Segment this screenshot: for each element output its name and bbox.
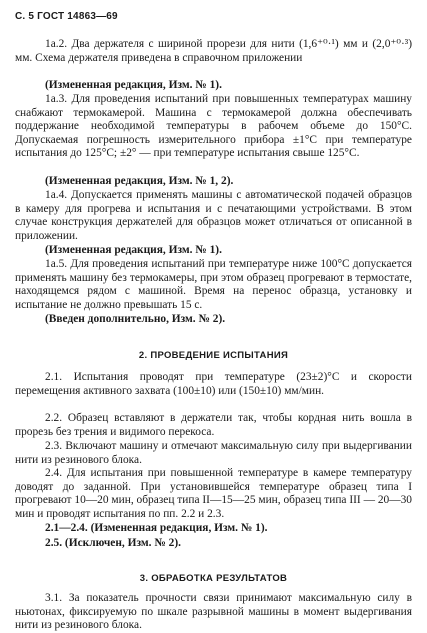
paragraph-1a4: 1а.4. Допускается применять машины с автоматической подачей образцов в камеру для прогрева и испытания и с печатающими устройствами. В этом случае конструкция держателей для образцов может отличаться от описанной в приложении.	[15, 189, 412, 242]
amendment-note: (Введен дополнительно, Изм. № 2).	[45, 313, 226, 325]
paragraph-1a5: 1а.5. Для проведения испытаний при температуре ниже 100°С допускается применять машину без термокамеры, при этом образец прогревают в термостате, находящемся рядом с машиной. Время на перенос образца, установку и испытание не должно превышать 15 с.	[15, 258, 412, 311]
paragraph-2-1: 2.1. Испытания проводят при температуре (23±2)°С и скорости перемещения активного захвата (100±10) или (150±10) мм/мин.	[15, 371, 412, 397]
paragraph-1a3: 1а.3. Для проведения испытаний при повышенных температурах машину снабжают термокамерой. Машина с термокамерой должна обеспечивать поддержание необходимой температуры в рабочем объеме до 150°С. Допускаемая погрешность измерительного прибора ±1°С при температуре испытания до 125°С; ±2° — при температуре испытания свыше 125°С.	[15, 93, 412, 160]
paragraph-3-1: 3.1. За показатель прочности связи принимают максимальную силу в ньютонах, фиксируемую по шкале разрывной машины в момент выдергивания нити из резинового блока.	[15, 592, 412, 632]
amendment-note: (Измененная редакция, Изм. № 1).	[45, 79, 222, 91]
amendment-note: 2.1—2.4. (Измененная редакция, Изм. № 1).	[45, 522, 268, 534]
amendment-note: 2.5. (Исключен, Изм. № 2).	[45, 537, 181, 549]
paragraph-2-2: 2.2. Образец вставляют в держатели так, чтобы кордная нить вошла в прорезь без трения и видимого перекоса.	[15, 412, 412, 438]
amendment-note: (Измененная редакция, Изм. № 1, 2).	[45, 175, 234, 187]
amendment-note: (Измененная редакция, Изм. № 1).	[45, 244, 222, 256]
paragraph-2-4: 2.4. Для испытания при повышенной температуре в камере температуру доводят до заданной. При установившейся температуре образец типа I прогревают 10—20 мин, образец типа II—15—25 мин, образец типа III — 20—30 мин и проводят испытания по пп. 2.2 и 2.3.	[15, 467, 412, 520]
section-heading: 2. ПРОВЕДЕНИЕ ИСПЫТАНИЯ	[138, 350, 289, 361]
section-heading: 3. ОБРАБОТКА РЕЗУЛЬТАТОВ	[139, 573, 288, 584]
page-header: С. 5 ГОСТ 14863—69	[15, 11, 118, 22]
paragraph-1a2: 1а.2. Два держателя с шириной прорези для нити (1,6⁺⁰·¹) мм и (2,0⁺⁰·³) мм. Схема держателя приведена в справочном приложении	[15, 38, 412, 64]
paragraph-2-3: 2.3. Включают машину и отмечают максимальную силу при выдергивании нити из резинового блока.	[15, 440, 412, 466]
